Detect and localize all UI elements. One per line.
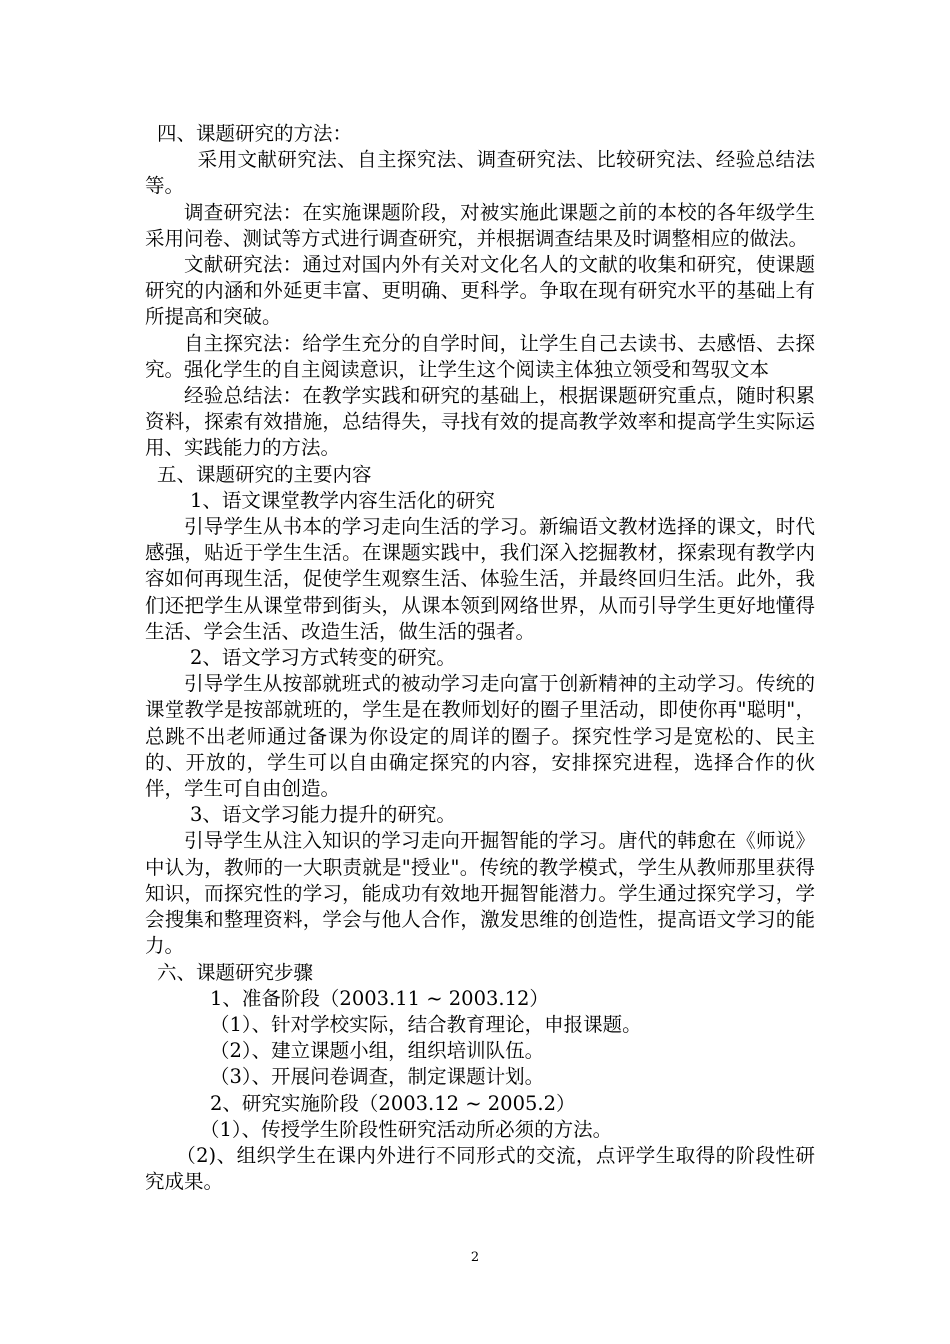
- paragraph-p8: 引导学生从注入知识的学习走向开掘智能的学习。唐代的韩愈在《师说》中认为，教师的一大职责就是"授业"。传统的教学模式，学生从教师那里获得知识，而探究性的学习，能成功有效地开掘智能潜力。学生通过探究学习，学会搜集和整理资料，学会与他人合作，激发思维的创造性，提高语文学习的能力。: [145, 829, 815, 958]
- paragraph-p7: 引导学生从按部就班式的被动学习走向富于创新精神的主动学习。传统的课堂教学是按部就班的，学生是在教师划好的圈子里活动，即使你再"聪明"，总跳不出老师通过备课为你设定的周详的圈子。探究性学习是宽松的、民主的、开放的，学生可以自由确定探究的内容，安排探究进程，选择合作的伙伴，学生可自由创造。: [145, 672, 815, 801]
- paragraph-st2: 2、研究实施阶段（2003.12 ~ 2005.2）: [210, 1091, 576, 1115]
- paragraph-p3: 文献研究法：通过对国内外有关对文化名人的文献的收集和研究，使课题研究的内涵和外延更丰富、更明确、更科学。争取在现有研究水平的基础上有所提高和突破。: [145, 253, 815, 329]
- paragraph-s2: 2、语文学习方式转变的研究。: [190, 646, 456, 670]
- paragraph-st2a: （1）、传授学生阶段性研究活动所必须的方法。: [200, 1117, 613, 1141]
- paragraph-p1: 采用文献研究法、自主探究法、调查研究法、比较研究法、经验总结法等。: [145, 148, 815, 198]
- paragraph-p6: 引导学生从书本的学习走向生活的学习。新编语文教材选择的课文，时代感强，贴近于学生生活。在课题实践中，我们深入挖掘教材，探索现有教学内容如何再现生活，促使学生观察生活、体验生活，并最终回归生活。此外，我们还把学生从课堂带到街头，从课本领到网络世界，从而引导学生更好地懂得生活、学会生活、改造生活，做生活的强者。: [145, 515, 815, 643]
- paragraph-s3: 3、语文学习能力提升的研究。: [190, 803, 456, 827]
- paragraph-p2: 调查研究法：在实施课题阶段，对被实施此课题之前的本校的各年级学生采用问卷、测试等方式进行调查研究，并根据调查结果及时调整相应的做法。: [145, 200, 815, 250]
- document-body: [145, 121, 815, 1195]
- paragraph-s1: 1、语文课堂教学内容生活化的研究: [190, 488, 495, 512]
- paragraph-p4: 自主探究法：给学生充分的自学时间，让学生自己去读书、去感悟、去探究。强化学生的自主阅读意识，让学生这个阅读主体独立领受和驾驭文本: [145, 331, 815, 381]
- paragraph-h4: 四、课题研究的方法：: [157, 122, 353, 145]
- paragraph-st1a: （1）、针对学校实际，结合教育理论，申报课题。: [210, 1012, 642, 1036]
- paragraph-st1b: （2）、建立课题小组，组织培训队伍。: [210, 1039, 545, 1063]
- paragraph-st1c: （3）、开展问卷调查，制定课题计划。: [210, 1065, 545, 1089]
- paragraph-p5: 经验总结法：在教学实践和研究的基础上，根据课题研究重点，随时积累资料，探索有效措施，总结得失，寻找有效的提高教学效率和提高学生实际运用、实践能力的方法。: [145, 384, 815, 460]
- paragraph-h5: 五、课题研究的主要内容: [157, 462, 372, 486]
- paragraph-st1: 1、准备阶段（2003.11 ~ 2003.12）: [210, 986, 549, 1010]
- page-number: 2: [470, 1250, 480, 1265]
- paragraph-h6: 六、课题研究步骤: [157, 960, 314, 984]
- paragraph-st2b: （2)、组织学生在课内外进行不同形式的交流，点评学生取得的阶段性研究成果。: [145, 1143, 815, 1194]
